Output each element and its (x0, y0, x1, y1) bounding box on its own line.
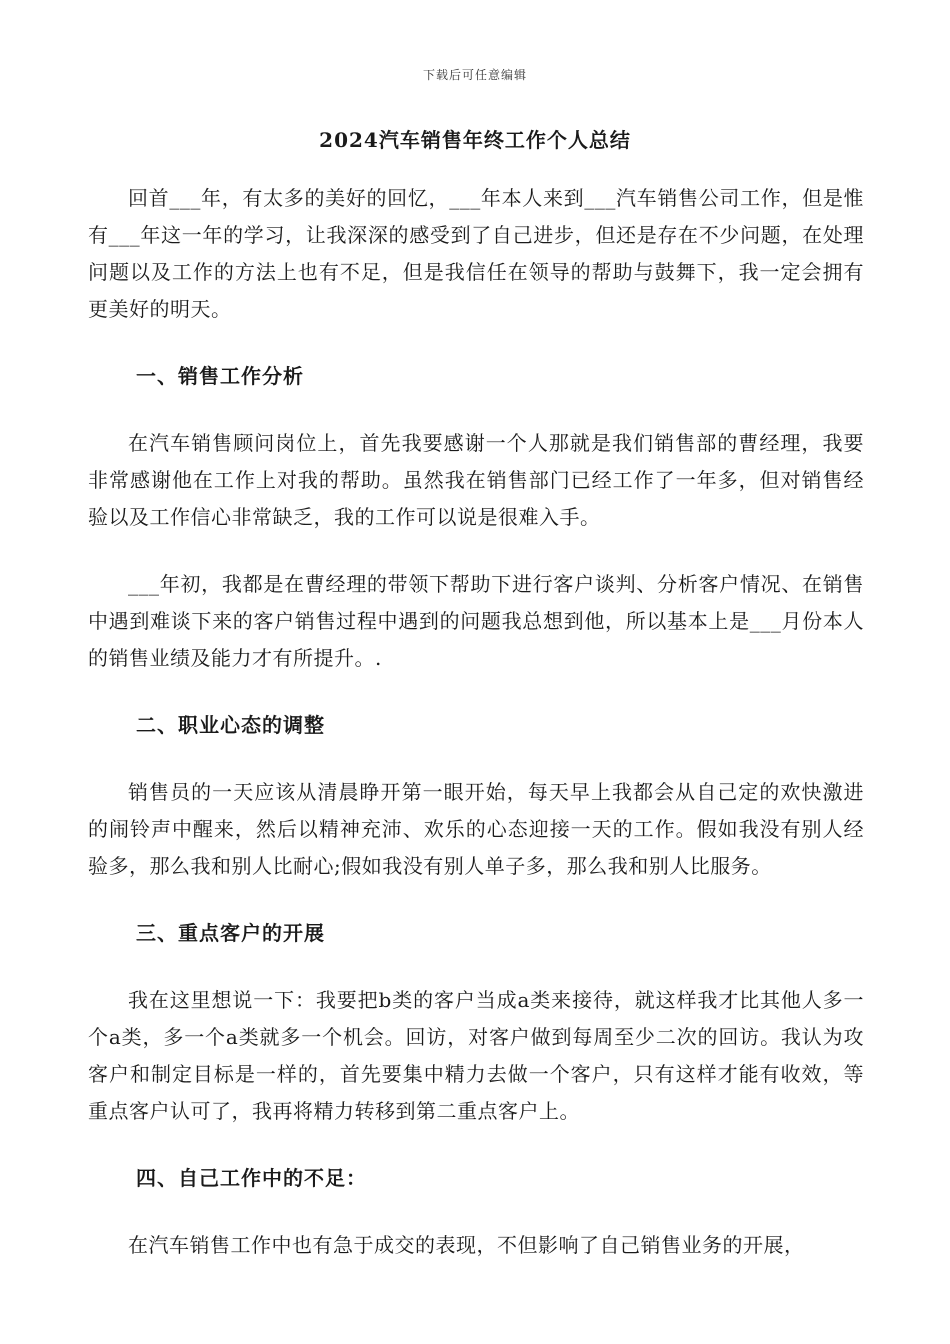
header-note: 下载后可任意编辑 (422, 68, 527, 82)
section-heading-4: 四、自己工作中的不足： (136, 1166, 367, 1190)
intro-paragraph: 回首___年，有太多的美好的回忆，___年本人来到___汽车销售公司工作，但是惟有___年这一年的学习，让我深深的感受到了自己进步，但还是存在不少问题，在处理问题以及工作的方法上也有不足，但是我信任在领导的帮助与鼓舞下，我一定会拥有更美好的明天。 (88, 186, 864, 321)
section-1-paragraph-2: ___年初，我都是在曹经理的带领下帮助下进行客户谈判、分析客户情况、在销售中遇到难谈下来的客户销售过程中遇到的问题我总想到他，所以基本上是___月份本人的销售业绩及能力才有所提升。. (88, 572, 864, 670)
section-3-paragraph-1: 我在这里想说一下：我要把b类的客户当成a类来接待，就这样我才比其他人多一个a类，多一个a类就多一个机会。回访，对客户做到每周至少二次的回访。我认为攻客户和制定目标是一样的，首先要集中精力去做一个客户，只有这样才能有收效，等重点客户认可了，我再将精力转移到第二重点客户上。 (88, 988, 864, 1123)
document-body (88, 180, 864, 1294)
section-heading-3: 三、重点客户的开展 (136, 921, 325, 945)
section-heading-1: 一、销售工作分析 (136, 364, 304, 388)
section-2-paragraph-1: 销售员的一天应该从清晨睁开第一眼开始，每天早上我都会从自己定的欢快激进的闹铃声中醒来，然后以精神充沛、欢乐的心态迎接一天的工作。假如我没有别人经验多，那么我和别人比耐心;假如我没有别人单子多，那么我和别人比服务。 (88, 780, 864, 878)
page-title: 2024汽车销售年终工作个人总结 (319, 128, 631, 152)
section-1-paragraph-1: 在汽车销售顾问岗位上，首先我要感谢一个人那就是我们销售部的曹经理，我要非常感谢他在工作上对我的帮助。虽然我在销售部门已经工作了一年多，但对销售经验以及工作信心非常缺乏，我的工作可以说是很难入手。 (88, 431, 864, 529)
section-heading-2: 二、职业心态的调整 (136, 713, 325, 737)
section-4-paragraph-1: 在汽车销售工作中也有急于成交的表现，不但影响了自己销售业务的开展， (128, 1233, 805, 1257)
